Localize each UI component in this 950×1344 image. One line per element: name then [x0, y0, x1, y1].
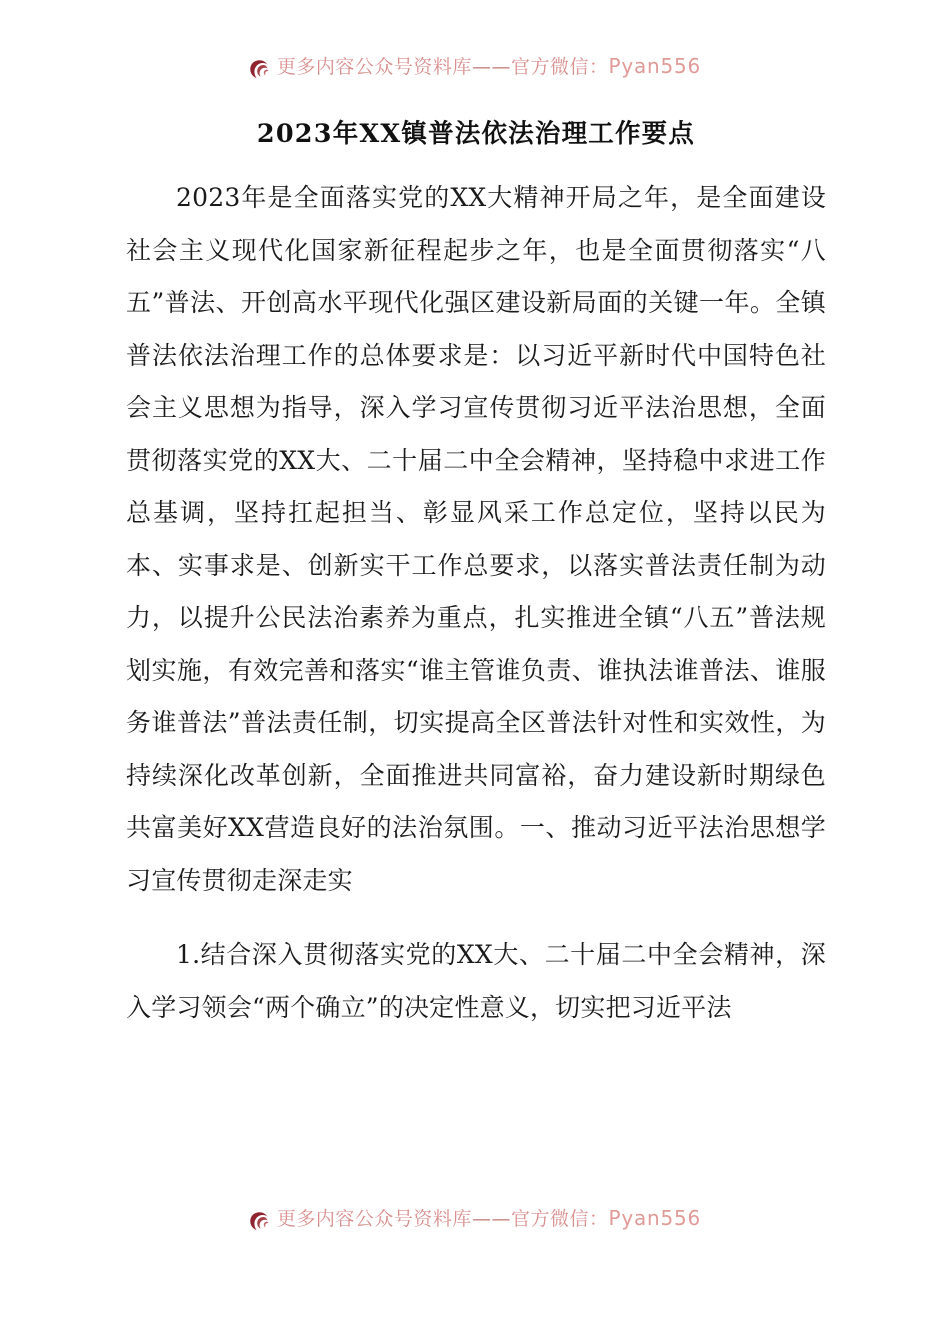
watermark-top [0, 52, 950, 86]
watermark-text [277, 1208, 701, 1232]
watermark-text-channel: 官方微信： [510, 1208, 609, 1230]
brand-swirl-logo-icon [249, 59, 270, 80]
document-title: 2023年XX镇普法依法治理工作要点 [256, 119, 696, 149]
watermark-text-dash: —— [471, 1208, 511, 1230]
watermark-bottom [0, 1204, 950, 1238]
watermark-text-main: 更多内容公众号资料库 [276, 56, 472, 78]
brand-swirl-logo-icon [249, 1211, 270, 1232]
document-body [126, 112, 826, 1034]
document-paragraph-1: 2023年是全面落实党的XX大精神开局之年，是全面建设社会主义现代化国家新征程起步之年，也是全面贯彻落实“八五”普法、开创高水平现代化强区建设新局面的关键一年。全镇普法依法治理工作的总体要求是：以习近平新时代中国特色社会主义思想为指导，深入学习宣传贯彻习近平法治思想，全面贯彻落实党的XX大、二十届二中全会精神，坚持稳中求进工作总基调，坚持扛起担当、彰显风采工作总定位，坚持以民为本、实事求是、创新实干工作总要求，以落实普法责任制为动力，以提升公民法治素养为重点，扎实推进全镇“八五”普法规划实施，有效完善和落实“谁主管谁负责、谁执法谁普法、谁服务谁普法”普法责任制，切实提高全区普法针对性和实效性，为持续深化改革创新，全面推进共同富裕，奋力建设新时期绿色共富美好XX营造良好的法治氛围。一、推动习近平法治思想学习宣传贯彻走深走实 [126, 183, 826, 895]
watermark-text [277, 56, 701, 80]
watermark-text-main: 更多内容公众号资料库 [276, 1208, 472, 1230]
watermark-text-dash: —— [471, 56, 511, 78]
watermark-text-id: Pyan556 [608, 56, 702, 78]
watermark-text-id: Pyan556 [608, 1208, 702, 1230]
document-paragraph-2: 1.结合深入贯彻落实党的XX大、二十届二中全会精神，深入学习领会“两个确立”的决定性意义，切实把习近平法 [126, 940, 826, 1022]
watermark-text-channel: 官方微信： [510, 56, 609, 78]
